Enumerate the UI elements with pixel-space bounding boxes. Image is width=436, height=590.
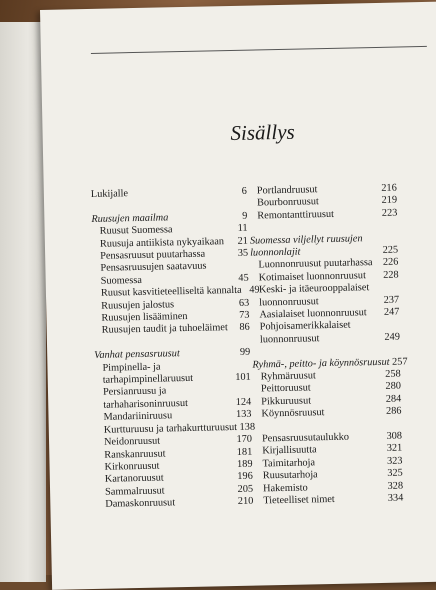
toc-entry-title: Aasialaiset luonnonruusut [259, 307, 367, 321]
toc-entry-title: Peittoruusut [260, 382, 311, 395]
toc-entry-title: luonnonlajit [250, 246, 301, 259]
toc-entry-title: Ruusuja antiikista nykyaikaan [99, 235, 225, 250]
toc-page-number: 216 [381, 182, 397, 194]
toc-entry-title: Pensasruusujen saatavuus [100, 260, 207, 275]
toc-page-number: 6 [241, 185, 247, 197]
toc-page-number: 284 [385, 393, 402, 405]
toc-page-number: 286 [385, 405, 402, 418]
toc-entry-title: Sammalruusut [104, 485, 165, 498]
toc-page-number: 196 [237, 470, 253, 483]
toc-page-number: 226 [382, 256, 399, 269]
toc-entry-title: Ryhmäruusut [260, 370, 316, 383]
toc-entry-title: Pikkuruusut [261, 395, 312, 408]
toc-page-number [382, 319, 400, 332]
toc-page-number: 225 [382, 244, 399, 256]
toc-page-number: 49 [249, 284, 260, 296]
toc-entry-title: Hakemisto [262, 482, 308, 495]
toc-entry-title: Ruusujen taudit ja tuhoeläimet [101, 322, 228, 337]
toc-entry-title: Ruusut kasvitieteelliseltä kannalta [100, 285, 242, 300]
toc-entry-title: Kirjallisuutta [262, 444, 317, 457]
toc-entry-title: Pimpinella- ja [102, 361, 161, 374]
toc-page-number: 99 [239, 346, 251, 359]
toc-entry-title: Damaskonruusut [105, 497, 176, 510]
toc-page-number: 35 [237, 247, 249, 259]
toc-page-number [232, 359, 250, 372]
toc-page-number: 181 [236, 446, 253, 458]
toc-page-number: 334 [387, 492, 404, 504]
toc-entry-title: Persianruusu ja [102, 385, 167, 399]
toc-page-number: 210 [237, 495, 254, 508]
toc-page-number: 308 [386, 430, 403, 442]
toc-entry-title: Ryhmä-, peitto- ja köynnösruusut [252, 356, 390, 371]
toc-page-number [230, 260, 248, 273]
toc-entry-title: Neidonruusut [103, 435, 161, 448]
toc-page-number [233, 384, 251, 397]
toc-page-number: 21 [237, 235, 248, 247]
toc-page-number: 101 [235, 371, 251, 384]
toc-entry-title: Ruusujen maailma [91, 212, 169, 225]
toc-entry-title: Kotimaiset luonnonruusut [258, 270, 367, 284]
toc-entry-title: Suomessa [100, 274, 143, 287]
toc-page-number: 247 [383, 306, 400, 318]
toc-page-number: 205 [237, 483, 254, 495]
toc-entry-title: Portlandruusut [256, 184, 318, 197]
toc-entry-title: tarhaharisoninruusut [103, 397, 189, 411]
toc-entry-title: Taimitarhoja [262, 457, 316, 470]
toc-entry-title: Suomessa viljellyt ruusujen [249, 232, 363, 247]
facing-page-edge [0, 22, 46, 582]
toc-page-number: 237 [383, 294, 400, 306]
toc-page-number: 170 [236, 433, 253, 446]
toc-entry-title: Pensasruusutaulukko [261, 431, 350, 445]
toc-page-number: 328 [387, 480, 404, 492]
toc-entry [97, 496, 253, 512]
toc-page-number: 63 [238, 297, 250, 309]
toc-page-number: 223 [381, 207, 398, 219]
toc-entry-title: Vanhat pensasruusut [94, 348, 180, 362]
toc-entry-title: tarhapimpinellaruusut [102, 372, 194, 386]
toc-entry-title: Remontanttiruusut [257, 208, 335, 222]
toc-entry-title: Bourbonruusut [256, 196, 319, 209]
toc-page-number: 86 [239, 322, 250, 334]
toc-page-number: 45 [238, 272, 249, 284]
toc-page-number: 138 [239, 421, 256, 433]
toc-page-number: 9 [242, 210, 248, 222]
toc-entry [255, 493, 403, 509]
toc-left-column [90, 185, 260, 512]
toc-entry-title: Kurtturuusu ja tarhakurtturuusut [103, 421, 238, 436]
toc-page-number: 133 [235, 408, 252, 421]
toc-page-number [381, 282, 399, 295]
toc-page-number: 257 [391, 356, 408, 368]
toc-entry-title: Ruusut Suomessa [99, 224, 173, 238]
toc-page-number: 280 [385, 380, 402, 393]
toc-right-column [249, 182, 408, 509]
toc-page-number: 73 [239, 309, 250, 321]
toc-entry-title: Pohjoisamerikkalaiset [259, 320, 351, 333]
toc-page-number: 325 [387, 467, 403, 480]
toc-page-number: 228 [383, 269, 399, 281]
toc-entry-title: Ruusujen jalostus [101, 298, 175, 312]
toc-page-number: 323 [386, 455, 403, 467]
toc-entry-title: Ruusujen lisääminen [101, 311, 188, 324]
toc-page-number: 321 [386, 442, 403, 455]
toc-entry-title: Kirkonruusut [104, 460, 160, 473]
toc-page-number: 124 [235, 396, 252, 408]
toc-entry-title: Pensasruusut puutarhassa [100, 248, 206, 262]
toc-entry-title: Köynnösruusut [261, 407, 325, 420]
book-page [40, 1, 436, 590]
toc-entry-title: Mandariiniruusu [103, 410, 173, 424]
toc-entry-title: Ranskanruusut [104, 447, 166, 461]
toc-entry-title: luonnonruusut [259, 333, 320, 346]
toc-page-number: 249 [384, 331, 401, 343]
toc-page-number: 258 [385, 368, 401, 380]
toc-page-number [380, 232, 398, 245]
toc-entry-title: luonnonruusut [259, 295, 319, 309]
toc-entry-title: Luonnonruusut puutarhassa [258, 257, 373, 271]
toc-page-number: 11 [237, 222, 248, 235]
toc-page-number: 219 [381, 194, 398, 207]
toc-entry-title: Lukijalle [90, 188, 129, 200]
toc-entry-title: Kartanoruusut [104, 472, 164, 486]
toc-entry-title: Ruusutarhoja [262, 469, 318, 482]
page-title: Sisällys [230, 119, 295, 146]
toc-entry-title: Tieteelliset nimet [263, 494, 335, 507]
toc-entry-title: Keski- ja itäeurooppalaiset [258, 282, 370, 296]
toc-page-number: 189 [236, 458, 253, 470]
header-rule [91, 46, 427, 54]
